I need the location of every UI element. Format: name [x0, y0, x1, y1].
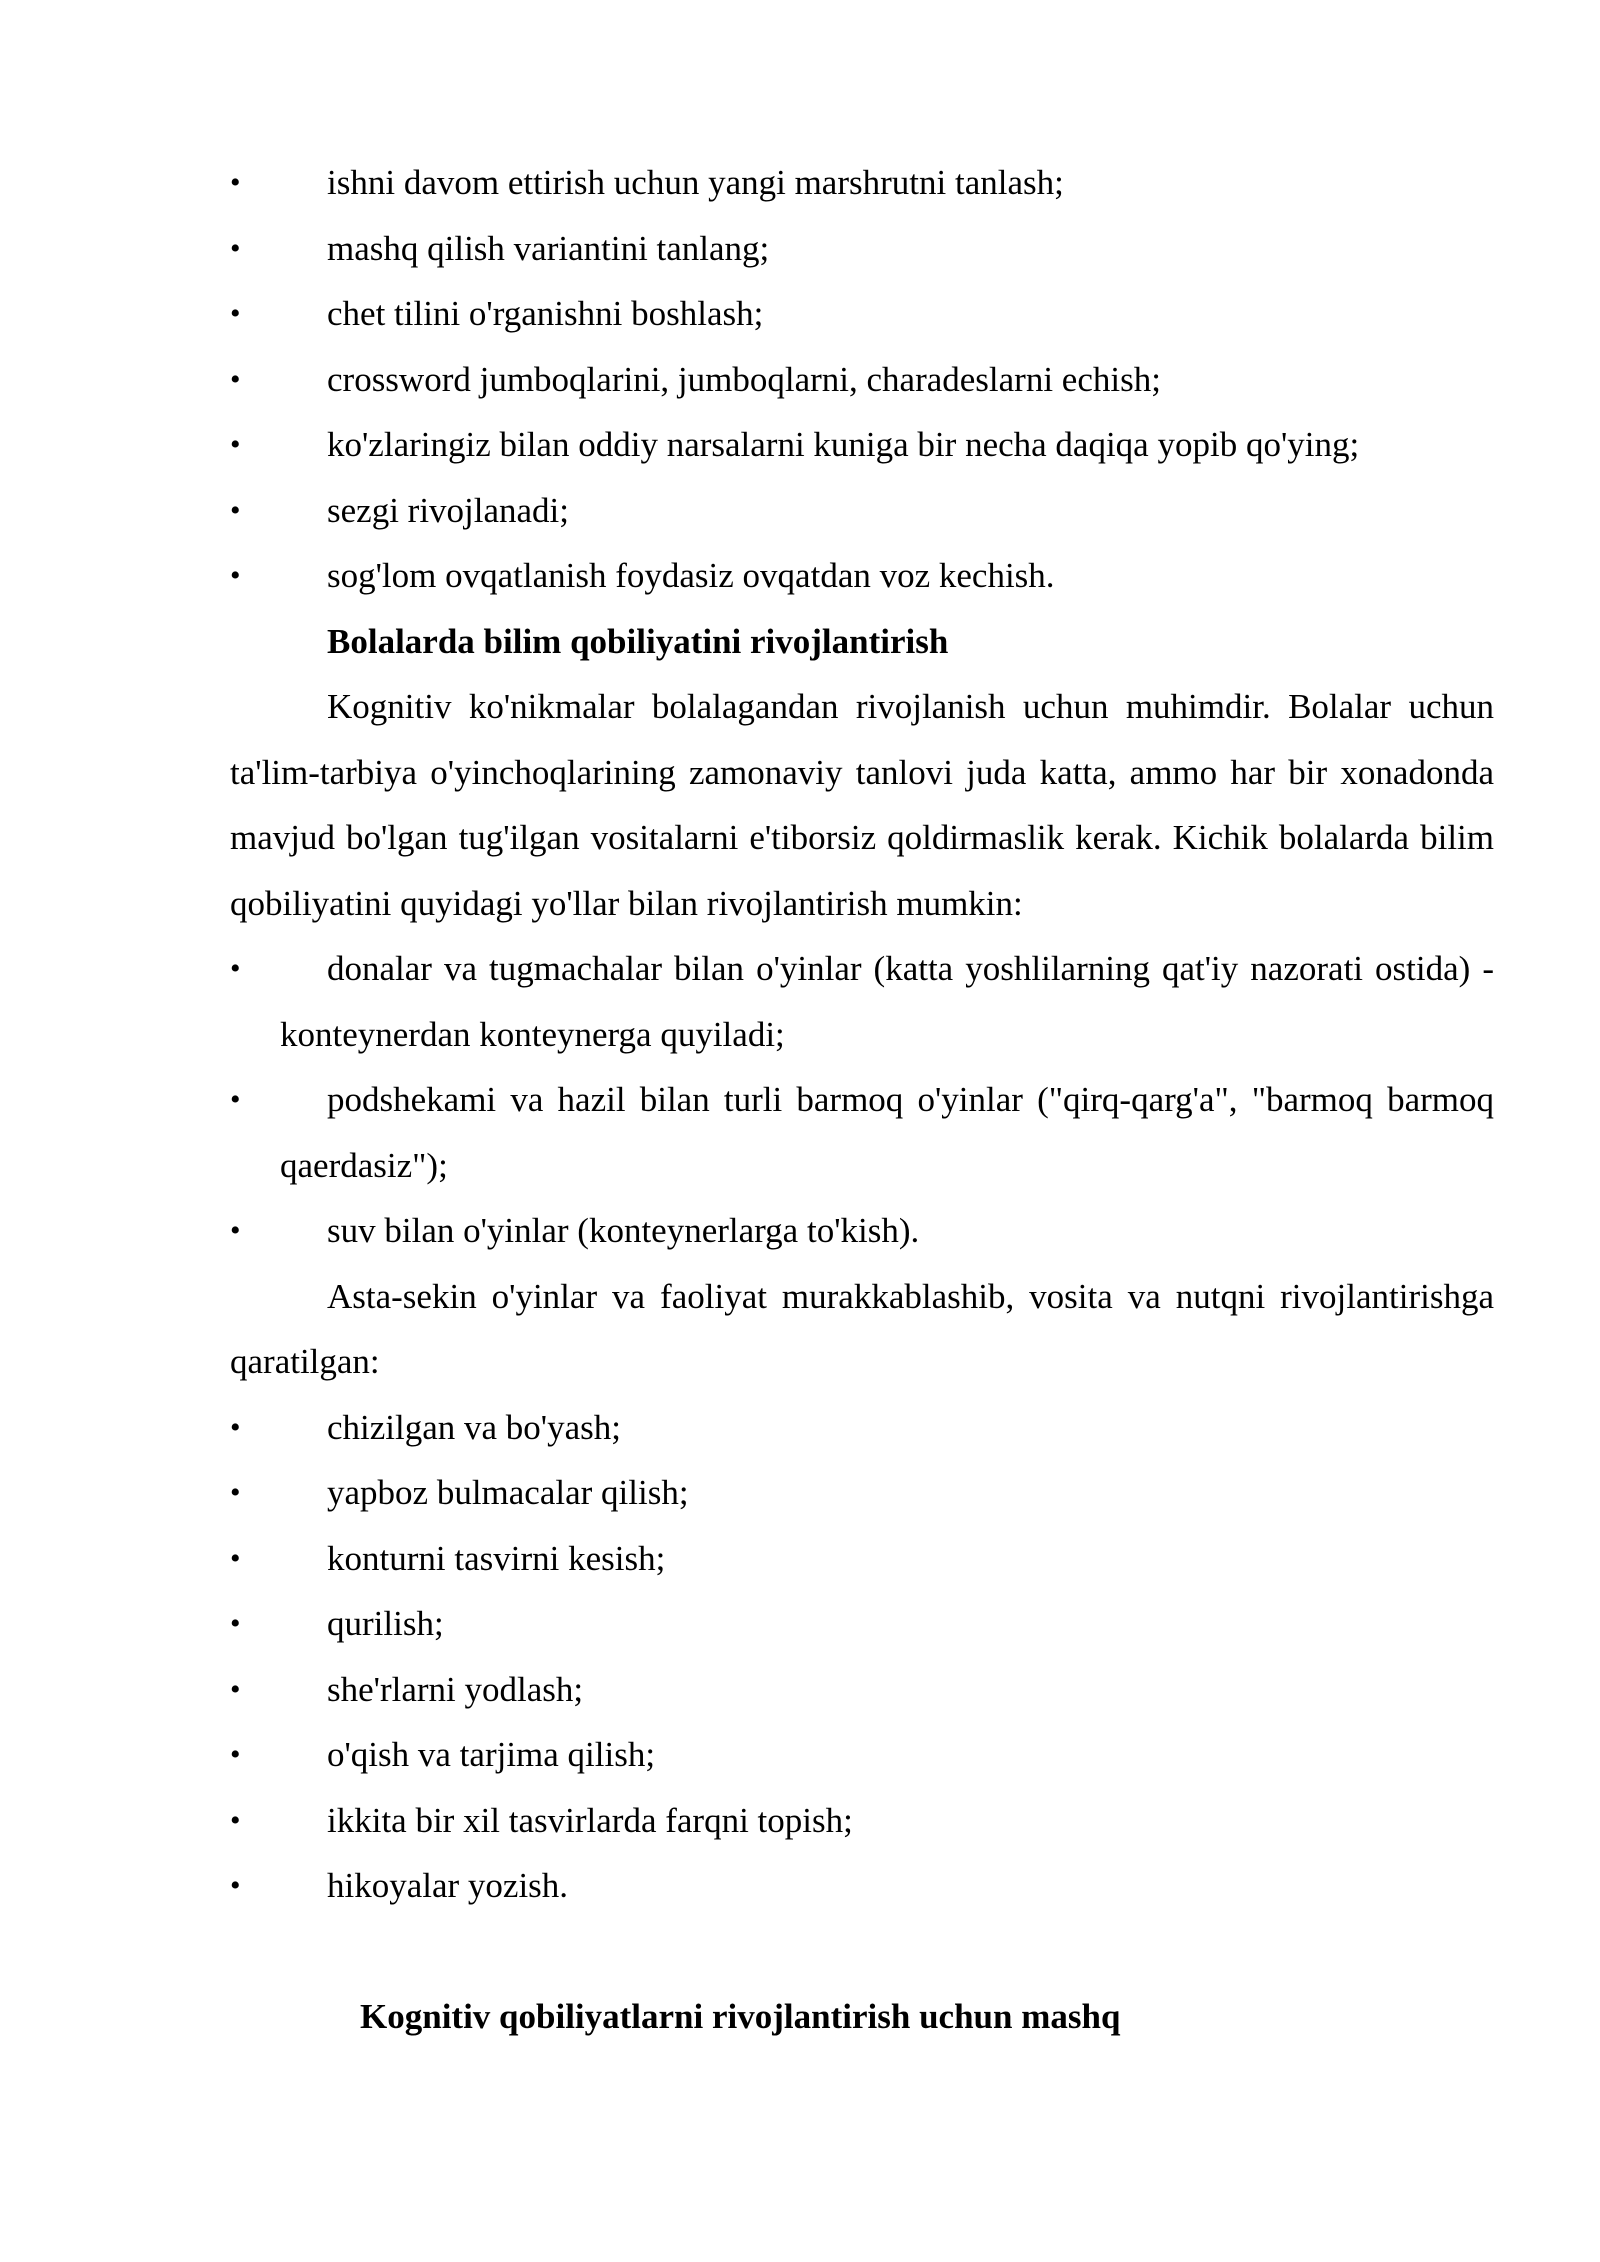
- list-item: [230, 281, 1494, 347]
- section-heading: Bolalarda bilim qobiliyatini rivojlantirish: [327, 621, 949, 661]
- list-item: [230, 150, 1494, 216]
- list-item: [230, 216, 1494, 282]
- bullet-icon: •: [230, 1869, 241, 1902]
- list-item-text: she'rlarni yodlash;: [327, 1669, 584, 1709]
- list-item: [230, 1591, 1494, 1657]
- bullet-icon: •: [230, 1607, 241, 1640]
- list-item-text: hikoyalar yozish.: [327, 1866, 569, 1905]
- bullet-icon: •: [230, 952, 241, 985]
- bullet-icon: •: [230, 1410, 241, 1444]
- list-item: [230, 1198, 1494, 1264]
- list-item-text: crossword jumboqlarini, jumboqlarni, charadeslarni echish;: [327, 359, 1161, 399]
- list-item-text: qurilish;: [327, 1604, 444, 1643]
- bullet-icon: •: [230, 1738, 241, 1771]
- bullet-icon: •: [230, 231, 241, 265]
- bullet-icon: •: [230, 1803, 241, 1837]
- list-item-text: ko'zlaringiz bilan oddiy narsalarni kuniga bir necha daqiqa yopib qo'ying;: [327, 425, 1360, 464]
- list-item: [230, 1722, 1494, 1788]
- list-item-text: konturni tasvirni kesish;: [327, 1538, 666, 1578]
- list-item: [230, 347, 1494, 413]
- bullet-icon: •: [230, 559, 241, 592]
- list-item: [230, 1657, 1494, 1723]
- list-item: [230, 478, 1494, 544]
- list-item: [230, 1526, 1494, 1592]
- bullet-icon: •: [230, 428, 241, 461]
- list-item-text: mashq qilish variantini tanlang;: [327, 228, 770, 268]
- bullet-icon: •: [230, 166, 241, 199]
- bullet-icon: •: [230, 297, 241, 330]
- bullet-icon: •: [230, 362, 241, 396]
- list-item-text: ikkita bir xil tasvirlarda farqni topish;: [327, 1800, 853, 1840]
- list-item: [230, 1067, 1494, 1198]
- paragraph-intro: Kognitiv ko'nikmalar bolalagandan rivojlanish uchun muhimdir. Bolalar uchun ta'lim-tarbiya o'yinchoqlarining zamonaviy tanlovi juda katta, ammo har bir xonadonda mavjud bo'lgan tug'ilgan vositalarni e'tiborsiz qoldirmaslik kerak. Kichik bolalarda bilim qobiliyatini quyidagi yo'llar bilan rivojlantirish mumkin:: [230, 687, 1494, 923]
- list-item: [230, 412, 1494, 478]
- list-item: [230, 543, 1494, 609]
- closing-heading: Kognitiv qobiliyatlarni rivojlantirish uchun mashq: [360, 1996, 1121, 2036]
- paragraph-progression: Asta-sekin o'yinlar va faoliyat murakkablashib, vosita va nutqni rivojlantirishga qaratilgan:: [230, 1276, 1494, 1381]
- bullet-icon: •: [230, 1541, 241, 1575]
- list-item: [230, 1853, 1494, 1919]
- list-item: [230, 1395, 1494, 1461]
- page-content: [230, 150, 1494, 2049]
- bullet-icon: •: [230, 1476, 241, 1509]
- bullet-list-3: [230, 1395, 1494, 1919]
- list-item: [230, 936, 1494, 1067]
- bullet-icon: •: [230, 493, 241, 527]
- list-item-text: ishni davom ettirish uchun yangi marshrutni tanlash;: [327, 163, 1064, 202]
- list-item-text: o'qish va tarjima qilish;: [327, 1735, 656, 1774]
- list-item-text: donalar va tugmachalar bilan o'yinlar (katta yoshlilarning qat'iy nazorati ostida) - konteynerdan konteynerga quyiladi;: [280, 949, 1494, 1054]
- bullet-icon: •: [230, 1214, 241, 1247]
- list-item: [230, 1460, 1494, 1526]
- bullet-icon: •: [230, 1083, 241, 1116]
- list-item-text: chet tilini o'rganishni boshlash;: [327, 294, 764, 333]
- list-item-text: suv bilan o'yinlar (konteynerlarga to'kish).: [327, 1211, 920, 1250]
- bullet-list-2: [230, 936, 1494, 1264]
- bullet-icon: •: [230, 1672, 241, 1706]
- list-item: [230, 1788, 1494, 1854]
- list-item-text: sezgi rivojlanadi;: [327, 490, 570, 530]
- list-item-text: yapboz bulmacalar qilish;: [327, 1473, 689, 1512]
- bullet-list-1: [230, 150, 1494, 609]
- list-item-text: sog'lom ovqatlanish foydasiz ovqatdan voz kechish.: [327, 556, 1055, 595]
- list-item-text: chizilgan va bo'yash;: [327, 1407, 621, 1447]
- list-item-text: podshekami va hazil bilan turli barmoq o'yinlar ("qirq-qarg'a", "barmoq barmoq qaerdasiz");: [280, 1080, 1494, 1185]
